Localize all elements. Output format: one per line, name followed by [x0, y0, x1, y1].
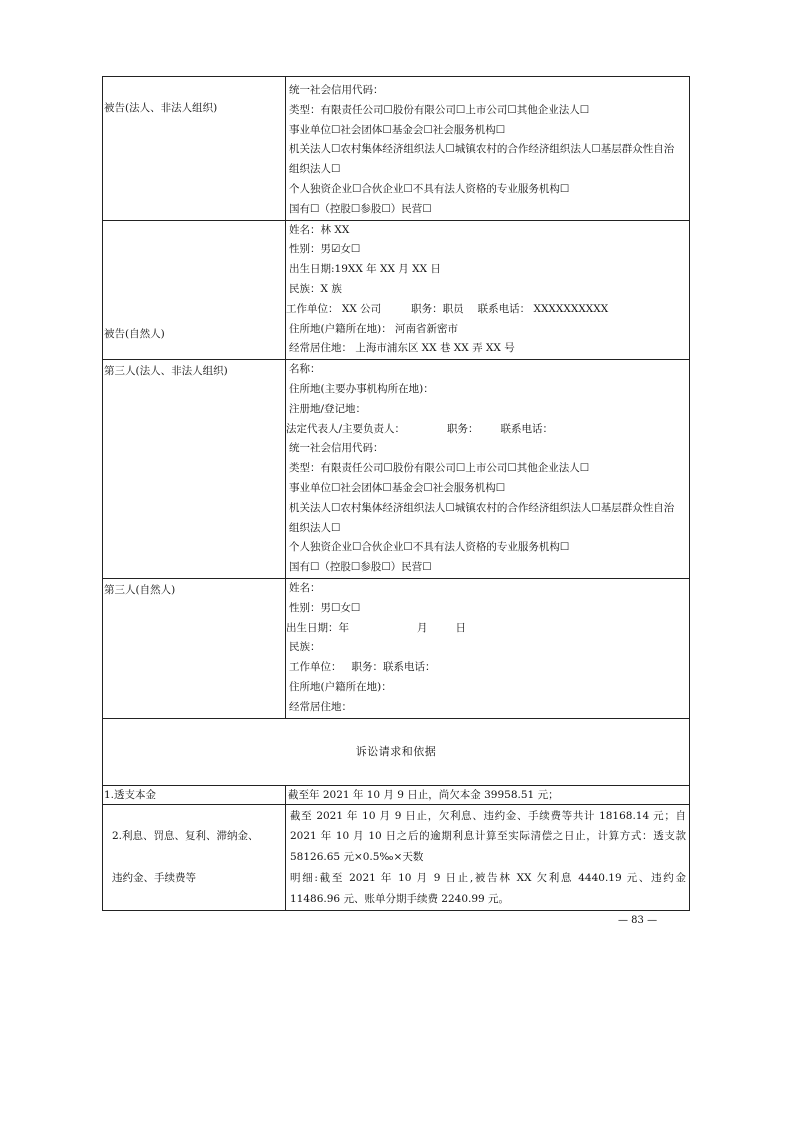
third-person-name: 姓名： [289, 581, 321, 594]
defendant-person-phone: 联系电话： XXXXXXXXXX [477, 302, 609, 315]
defendant-person-birth: 出生日期:19XX 年 XX 月 XX 日 [289, 263, 441, 276]
third-org-enterprise-type: 个人独资企业☐合伙企业☐不具有法人资格的专业服务机构☐ [289, 541, 570, 554]
claim2-label-block [104, 805, 285, 888]
complaint-form-table [102, 76, 690, 911]
defendant-org-label-cell [103, 77, 286, 221]
defendant-person-name: 姓名：林 XX [289, 223, 350, 236]
page-number: — 83 — [618, 915, 658, 926]
claims-header-cell [103, 718, 690, 785]
defendant-person-domicile: 住所地(户籍所在地)： 河南省新密市 [289, 322, 459, 335]
third-org-rep-line [286, 420, 689, 440]
third-person-residence: 经常居住地： [289, 700, 352, 713]
third-org-institution-type: 事业单位☐社会团体☐基金会☐社会服务机构☐ [289, 481, 506, 494]
defendant-org-content-cell [286, 77, 690, 221]
third-person-birth-day: 日 [455, 621, 466, 634]
claim1-row [103, 785, 690, 804]
claim2-label-cell [103, 804, 286, 911]
third-person-birth-line [286, 619, 689, 639]
third-org-rep: 法定代表人/主要负责人： [286, 422, 406, 435]
claim1-text: 截至年 2021 年 10 月 9 日止，尚欠本金 39958.51 元； [288, 788, 559, 801]
defendant-org-agency-type: 机关法人☐农村集体经济组织法人☐城镇农村的合作经济组织法人☐基层群众性自治 [289, 143, 675, 156]
third-org-rep-position: 职务： [447, 422, 479, 435]
defendant-org-enterprise-type: 个人独资企业☐合伙企业☐不具有法人资格的专业服务机构☐ [289, 182, 570, 195]
third-person-domicile: 住所地(户籍所在地)： [289, 680, 392, 693]
defendant-person-label-cell [103, 220, 286, 360]
third-org-name: 名称： [289, 363, 321, 376]
third-org-rep-phone: 联系电话： [500, 422, 554, 435]
third-org-label: 第三人(法人、非法人组织) [104, 365, 228, 378]
claim2-calc-text: 截至 2021 年 10 月 9 日止，欠利息、违约金、手续费等共计 18168.14 元；自 2021 年 10 月 10 日之后的逾期利息计算至实际清偿之日止，计算方式：透支款 58126.65 元×0.5‰×天数 [290, 809, 686, 863]
third-person-label-cell [103, 578, 286, 718]
third-org-label-cell [103, 360, 286, 579]
third-person-content-cell [286, 578, 690, 718]
third-org-content-cell [286, 360, 690, 579]
defendant-org-institution-type: 事业单位☐社会团体☐基金会☐社会服务机构☐ [289, 123, 506, 136]
claim1-content-cell [286, 785, 690, 804]
third-org-agency-type: 机关法人☐农村集体经济组织法人☐城镇农村的合作经济组织法人☐基层群众性自治 [289, 501, 675, 514]
claim1-label-cell [103, 785, 286, 804]
claim2-label-line1: 2.利息、罚息、复利、滞纳金、 [112, 829, 259, 842]
defendant-org-label: 被告(法人、非法人组织) [104, 102, 218, 114]
third-org-type: 类型：有限责任公司☐股份有限公司☐上市公司☐其他企业法人☐ [289, 462, 590, 475]
claim2-content-cell [286, 804, 690, 911]
third-person-label: 第三人(自然人) [104, 583, 176, 596]
third-person-work-unit: 工作单位： [289, 661, 342, 674]
claims-header-row [103, 718, 690, 785]
third-org-agency-type-cont: 组织法人☐ [289, 521, 341, 534]
defendant-org-credit-code: 统一社会信用代码： [289, 84, 384, 96]
claim1-label: 1.透支本金 [104, 788, 157, 801]
defendant-person-ethnicity: 民族：X 族 [289, 282, 342, 295]
defendant-org-ownership: 国有☐（控股☐参股☐）民营☐ [289, 202, 432, 215]
claims-header: 诉讼请求和依据 [355, 744, 437, 758]
third-org-address: 住所地(主要办事机构所在地)： [289, 382, 434, 395]
defendant-person-row [103, 220, 690, 360]
defendant-org-type: 类型：有限责任公司☐股份有限公司☐上市公司☐其他企业法人☐ [289, 103, 590, 116]
defendant-person-gender: 性别：男☑女☐ [289, 243, 361, 256]
defendant-org-row [103, 77, 690, 221]
defendant-person-work-line [286, 300, 689, 320]
third-org-row [103, 360, 690, 579]
third-person-row [103, 578, 690, 718]
third-person-work-line [286, 658, 689, 678]
third-person-ethnicity: 民族： [289, 641, 321, 654]
third-org-ownership: 国有☐（控股☐参股☐）民营☐ [289, 561, 432, 574]
third-org-registration: 注册地/登记地： [289, 402, 367, 415]
defendant-person-residence: 经常居住地： 上海市浦东区 XX 巷 XX 弄 XX 号 [289, 342, 515, 355]
defendant-person-position: 职务：职员 [411, 302, 464, 315]
defendant-org-agency-type-cont: 组织法人☐ [289, 163, 341, 176]
third-person-position-phone: 职务：联系电话： [351, 661, 436, 674]
third-org-credit-code: 统一社会信用代码： [289, 442, 384, 455]
third-person-birth-prefix: 出生日期：年 [286, 621, 349, 634]
defendant-person-work-unit: 工作单位： XX 公司 [286, 302, 382, 315]
claim2-label-line2: 违约金、手续费等 [112, 871, 196, 884]
third-person-gender: 性别：男☐女☐ [289, 601, 361, 614]
claim2-row [103, 804, 690, 911]
third-person-birth-month: 月 [417, 621, 428, 634]
defendant-person-content-cell [286, 220, 690, 360]
defendant-person-label: 被告(自然人) [104, 328, 165, 341]
claim2-detail-text: 明细:截至 2021 年 10 月 9 日止,被告林 XX 欠利息 4440.19 元、违约金 11486.96 元、账单分期手续费 2240.99 元。 [290, 872, 686, 905]
